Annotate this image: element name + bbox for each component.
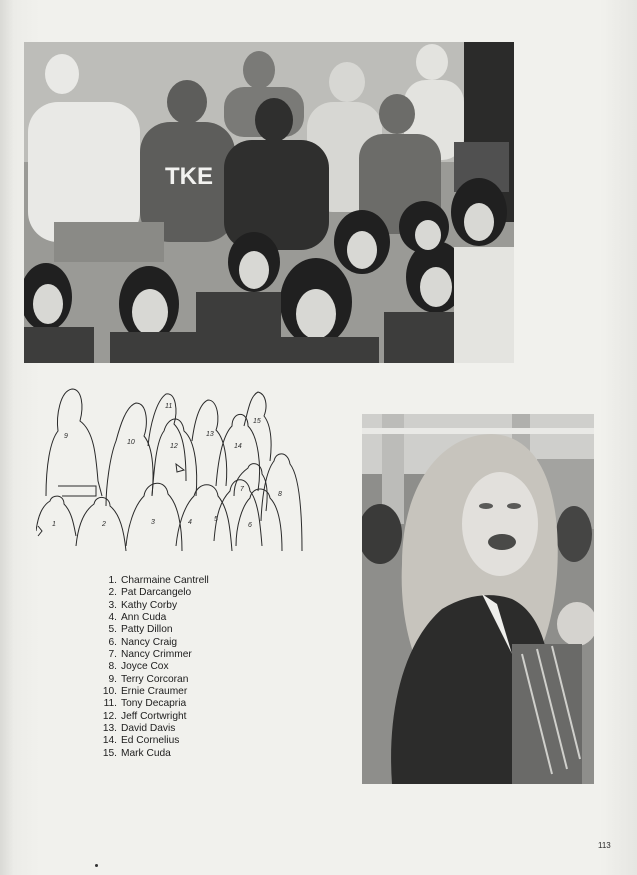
list-item: 11. Tony Decapria	[103, 698, 187, 710]
list-item: 7. Nancy Crimmer	[108, 649, 192, 661]
diagram-label-8: 8	[278, 491, 282, 498]
names-list	[98, 575, 209, 760]
diagram-label-4: 4	[188, 519, 192, 526]
list-item: 15. Mark Cuda	[102, 747, 171, 759]
diagram-label-7: 7	[240, 486, 244, 493]
diagram-label-13: 13	[206, 431, 214, 438]
tke-shirt-letters: TKE	[165, 163, 213, 190]
list-item: 12. Jeff Cortwright	[102, 710, 187, 722]
group-photo	[24, 42, 514, 363]
list-item: 14. Ed Cornelius	[102, 735, 180, 747]
diagram-label-11: 11	[165, 403, 173, 410]
list-item: 10. Ernie Craumer	[102, 686, 188, 698]
diagram-label-2: 2	[102, 521, 106, 528]
print-speck	[95, 864, 98, 867]
list-item: 1. Charmaine Cantrell	[108, 575, 209, 586]
diagram-label-1: 1	[52, 521, 56, 528]
diagram-label-3: 3	[151, 519, 155, 526]
list-item: 9. Terry Corcoran	[108, 673, 189, 685]
list-item: 4. Ann Cuda	[108, 612, 167, 624]
list-item: 6. Nancy Craig	[108, 636, 178, 648]
group-outline-key	[36, 386, 308, 558]
list-item: 8. Joyce Cox	[108, 661, 169, 673]
diagram-label-5: 5	[214, 516, 218, 523]
diagram-label-9: 9	[64, 433, 68, 440]
list-item: 5. Patty Dillon	[108, 624, 173, 636]
list-item: 2. Pat Darcangelo	[108, 587, 192, 599]
diagram-label-12: 12	[170, 443, 178, 450]
list-item: 3. Kathy Corby	[108, 599, 178, 611]
diagram-label-10: 10	[127, 439, 135, 446]
page-number: 113	[598, 841, 611, 850]
diagram-label-14: 14	[234, 443, 242, 450]
list-item: 13. David Davis	[102, 723, 176, 735]
candid-photo	[362, 414, 594, 784]
diagram-label-15: 15	[253, 418, 261, 425]
diagram-label-6: 6	[248, 522, 252, 529]
